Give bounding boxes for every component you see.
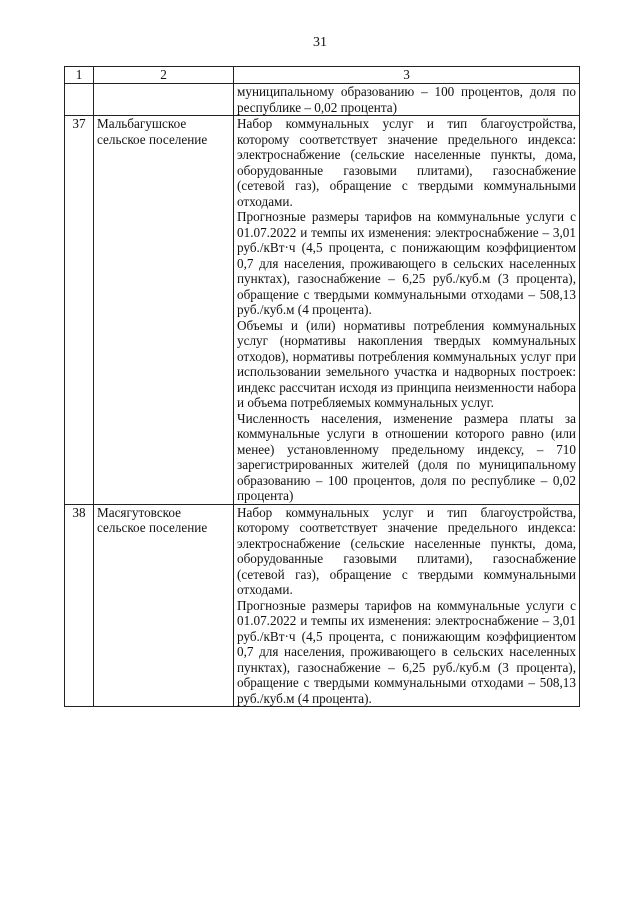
description-paragraph: Прогнозные размеры тарифов на коммунальные услуги с 01.07.2022 и темпы их изменения: электроснабжение – 3,01 руб./кВт·ч (4,5 процента, с понижающим коэффициентом 0,7 для населения, проживающего в сельских населенных пунктах), газоснабжение – 6,25 руб./куб.м (3 процента), обращение с твердыми коммунальными отходами – 508,13 руб./куб.м (4 процента). (237, 209, 576, 317)
row-number-cell: 37 (65, 116, 94, 505)
description-paragraph: Набор коммунальных услуг и тип благоустройства, которому соответствует значение предельного индекса: электроснабжение (сельские населенные пункты, дома, оборудованные газовыми плитами), газоснабжение (сетевой газ), обращение с твердыми коммунальными отходами. (237, 504, 576, 597)
description-paragraph: муниципальному образованию – 100 процентов, доля по республике – 0,02 процента) (237, 84, 576, 115)
column-header-description: 3 (234, 67, 580, 84)
table-row-continuation (65, 84, 580, 116)
table-row-37 (65, 116, 580, 505)
description-paragraph: Прогнозные размеры тарифов на коммунальные услуги с 01.07.2022 и темпы их изменения: электроснабжение – 3,01 руб./кВт·ч (4,5 процента, с понижающим коэффициентом 0,7 для населения, проживающего в сельских населенных пунктах), газоснабжение – 6,25 руб./куб.м (3 процента), обращение с твердыми коммунальными отходами – 508,13 руб./куб.м (4 процента). (237, 597, 576, 706)
row-number-cell (65, 84, 94, 116)
description-cell (234, 84, 580, 116)
description-cell (234, 504, 580, 707)
tariff-table (64, 66, 580, 707)
column-header-number: 1 (65, 67, 94, 84)
description-cell (234, 116, 580, 505)
table-header-row (65, 67, 580, 84)
description-paragraph: Набор коммунальных услуг и тип благоустройства, которому соответствует значение предельного индекса: электроснабжение (сельские населенные пункты, дома, оборудованные газовыми плитами), газоснабжение (сетевой газ), обращение с твердыми коммунальными отходами. (237, 116, 576, 209)
row-number-cell: 38 (65, 504, 94, 707)
description-paragraph: Численность населения, изменение размера платы за коммунальные услуги в отношении которого равно (или менее) установленному предельному индексу, – 710 зарегистрированных жителей (доля по муниципальному образованию – 100 процентов, доля по республике – 0,02 процента) (237, 410, 576, 503)
table-row-38 (65, 504, 580, 707)
municipality-cell (94, 84, 234, 116)
municipality-cell: Масягутовское сельское поселение (94, 504, 234, 707)
description-paragraph: Объемы и (или) нормативы потребления коммунальных услуг (нормативы накопления твердых коммунальных отходов), нормативы потребления коммунальных услуг при использовании земельного участка и надворных построек: индекс рассчитан исходя из принципа неизменности набора и объема потребляемых коммунальных услуг. (237, 317, 576, 410)
municipality-cell: Мальбагушское сельское поселение (94, 116, 234, 505)
column-header-municipality: 2 (94, 67, 234, 84)
page-number: 31 (313, 35, 327, 50)
